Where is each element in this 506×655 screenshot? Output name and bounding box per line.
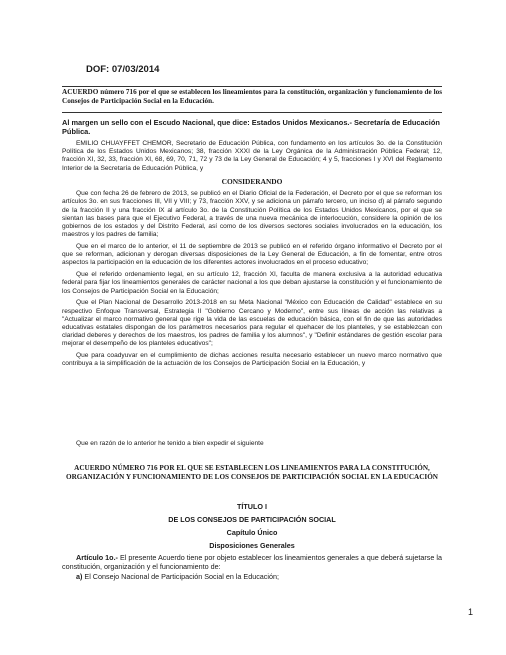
articulo-text: El presente Acuerdo tiene por objeto establecer los lineamientos generales a que deberá sujetarse la constitución, organización y el funcionamiento de:: [62, 553, 442, 571]
articulo-label: Artículo 1o.-: [76, 553, 118, 562]
top-rule: [62, 86, 442, 87]
preamble: EMILIO CHUAYFFET CHEMOR, Secretario de Educación Pública, con fundamento en los artículos 3o. de la Constitución Política de los Estados Unidos Mexicanos; 38, fracción XXXI de la Ley Orgánica de la Administración Pública Federal; 12, fracción XI, 32, 33, fracción XI, 68, 69, 70, 71, 72 y 73 de la Ley General de Educación; 4 y 5, fracciones I y XVI del Reglamento Interior de la Secretaría de Educación Pública, y: [62, 140, 442, 172]
considerando-block: [62, 178, 442, 372]
considerando-5: Que para coadyuvar en el cumplimiento de dichas acciones resulta necesario establecer un nuevo marco normativo que contribuya a la simplificación de la actuación de los Consejos de Participación Social en la Educación, y: [62, 352, 442, 368]
articulo-1: [62, 554, 442, 571]
inciso-a: [62, 573, 442, 582]
acuerdo-title: ACUERDO NÚMERO 716 POR EL QUE SE ESTABLECEN LOS LINEAMIENTOS PARA LA CONSTITUCIÓN, ORGANIZACIÓN Y FUNCIONAMIENTO DE LOS CONSEJOS DE PARTICIPACIÓN SOCIAL EN LA EDUCACIÓN: [65, 464, 438, 481]
capitulo: Capítulo Único: [226, 528, 278, 537]
considerando-2: Que en el marco de lo anterior, el 11 de septiembre de 2013 se publicó en el referido órgano informativo el Decreto por el que se reforman, adicionan y derogan diversas disposiciones de la Ley General de Educación, a fin de fomentar, entre otros aspectos la participación en la educación de los diferentes actores involucrados en el proceso educativo;: [62, 243, 442, 267]
inciso-label: a): [76, 572, 83, 581]
acuerdo-heading: ACUERDO número 716 por el que se establecen los lineamientos para la constitución, organización y funcionamiento de los Consejos de Participación Social en la Educación.: [62, 88, 442, 105]
inciso-text: El Consejo Nacional de Participación Social en la Educación;: [82, 572, 279, 581]
preamble-block: [62, 140, 442, 176]
titulo-name: DE LOS CONSEJOS DE PARTICIPACIÓN SOCIAL: [168, 515, 336, 524]
considerando-4: Que el Plan Nacional de Desarrollo 2013-2018 en su Meta Nacional "México con Educación de Calidad" establece en su respectivo Enfoque Transversal, Estrategia II "Gobierno Cercano y Moderno", entre sus líneas de acción las relativas a "Actualizar el marco normativo general que rige la vida de las escuelas de educación básica, con el fin de que las autoridades educativas estatales dispongan de los parámetros necesarios para regular el quehacer de los planteles, y se establezcan con claridad deberes y derechos de los maestros, los padres de familia y los alumnos", y "Definir estándares de gestión escolar para mejorar el desempeño de los planteles educativos";: [62, 299, 442, 348]
considerando-6: Que en razón de lo anterior he tenido a bien expedir el siguiente: [76, 440, 264, 447]
considerando-1: Que con fecha 26 de febrero de 2013, se publicó en el Diario Oficial de la Federación, el Decreto por el que se reforman los artículos 3o. en sus fracciones III, VII y VIII; y 73, fracción XXV, y se adiciona un párrafo tercero, un inciso d) al párrafo segundo de la fracción II y una fracción IX al artículo 3o. de la Constitución Política de los Estados Unidos Mexicanos, por el que se sientan las bases para que el Ejecutivo Federal, a través de una nueva mecánica de interlocución, considere la opinión de los gobiernos de los estados y del Distrito Federal, así como de los diversos sectores sociales involucrados en la educación, los maestros y los padres de familia;: [62, 190, 442, 239]
page-number: 1: [468, 607, 474, 617]
considerando-3: Que el referido ordenamiento legal, en su artículo 12, fracción XI, faculta de manera exclusiva a la autoridad educativa federal para fijar los lineamientos generales de carácter nacional a los que deban ajustarse la constitución y el funcionamiento de los Consejos de Participación Social en la Educación;: [62, 271, 442, 295]
heading-rule: [62, 112, 442, 113]
considerando-title: CONSIDERANDO: [221, 177, 283, 186]
margin-note: Al margen un sello con el Escudo Nacional, que dice: Estados Unidos Mexicanos.- Secretaría de Educación Pública.: [62, 118, 440, 136]
disposiciones: Disposiciones Generales: [209, 541, 295, 550]
dof-date: DOF: 07/03/2014: [86, 64, 160, 75]
expedir-block: [62, 440, 442, 452]
titulo: TÍTULO I: [237, 502, 267, 511]
